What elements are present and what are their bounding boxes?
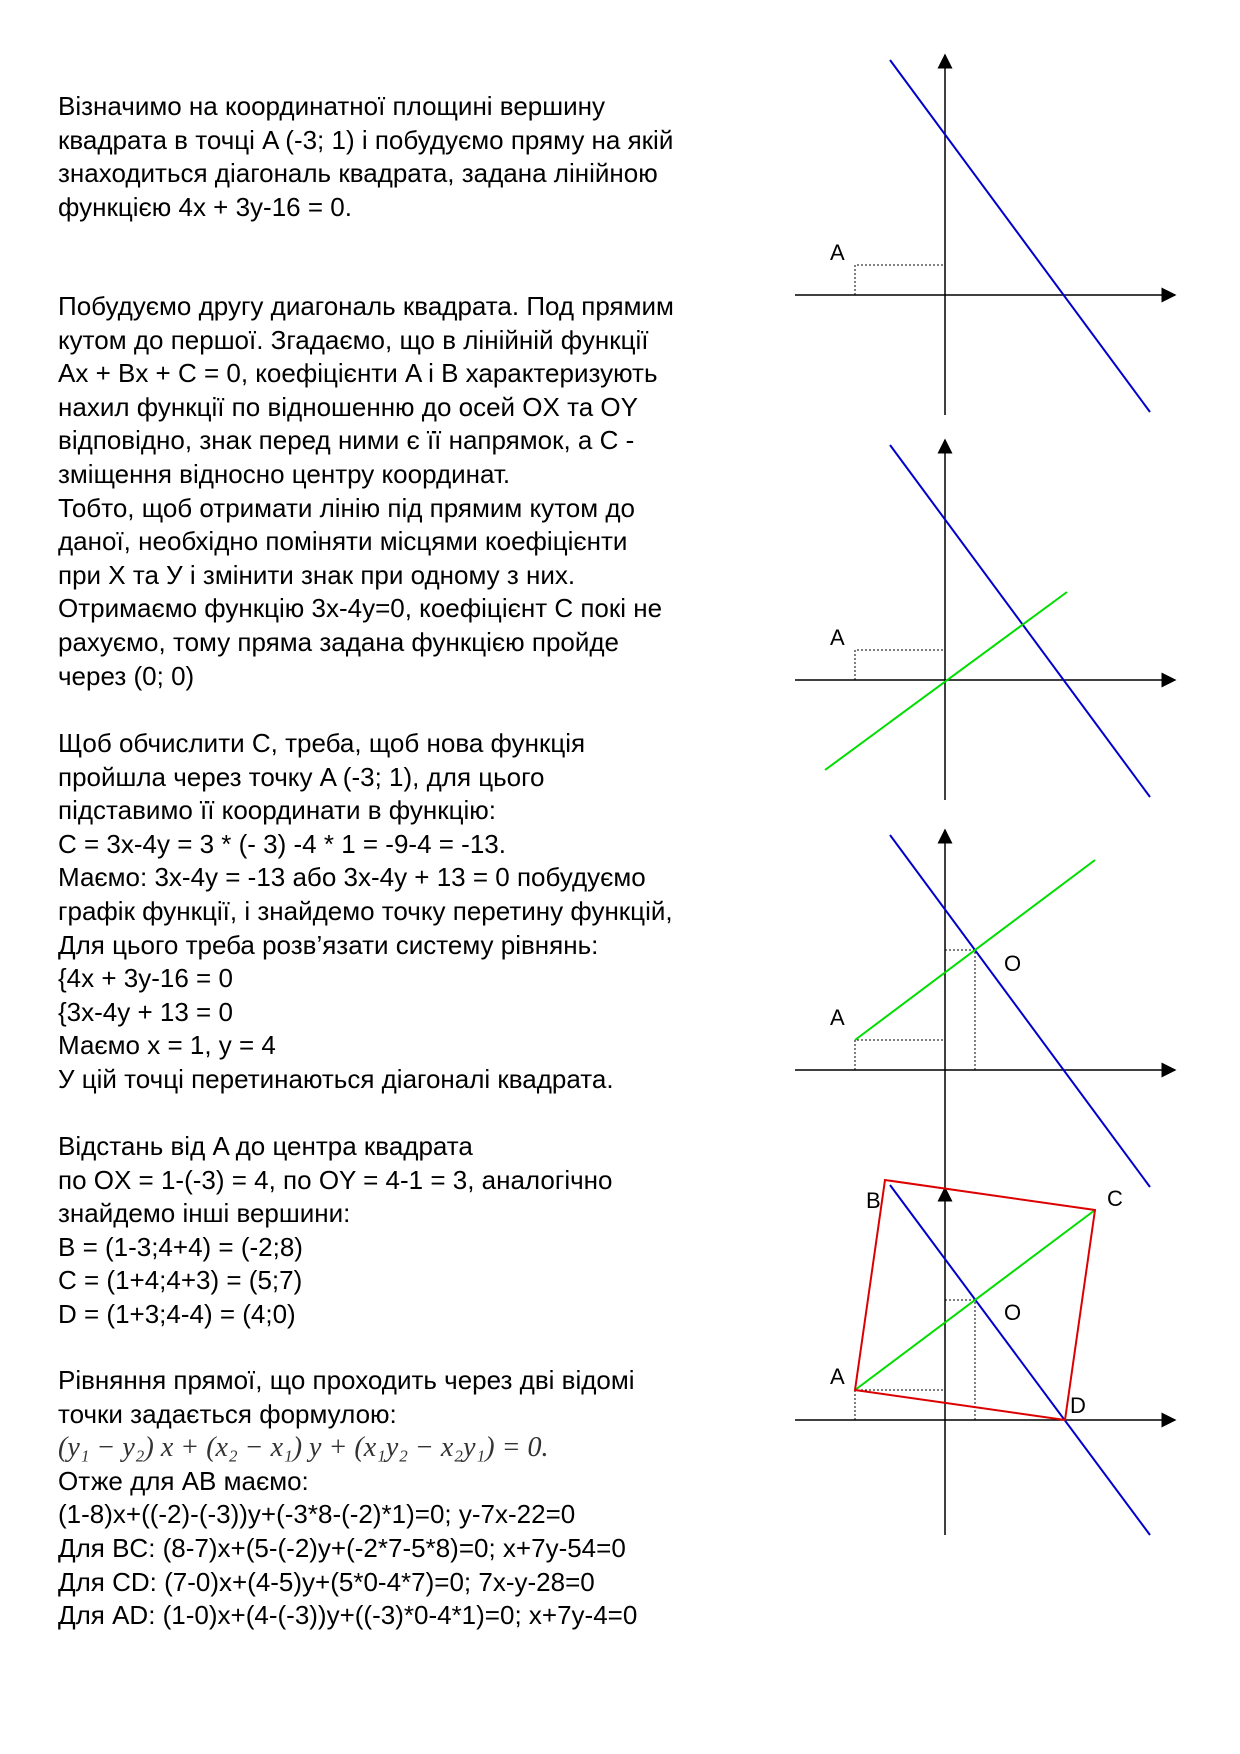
text-line: Побудуємо другу диагональ квадрата. Под прямим — [58, 291, 674, 321]
text-line: знаходиться діагональ квадрата, задана лінійною — [58, 158, 658, 189]
two-point-line-formula: (y₁ − y₂) x + (x₂ − x₁) y + (x₁y₂ − x₂y₁) = 0. — [58, 1432, 549, 1464]
paragraph-second-diagonal — [58, 290, 778, 693]
text-line: функцією 4x + 3y-16 = 0. — [58, 191, 352, 222]
text-line: У цій точці перетинаються діагоналі квадрата. — [58, 1063, 614, 1094]
figure-2-perpendicular — [790, 435, 1190, 805]
text-line: Рівняння прямої, що проходить через дві відомі — [58, 1365, 635, 1395]
figure-3-intersection — [790, 825, 1190, 1205]
paragraph-intro — [58, 90, 778, 224]
text-line: C = (1+4;4+3) = (5;7) — [58, 1265, 303, 1296]
label-a: A — [830, 1005, 845, 1030]
label-a: A — [830, 240, 845, 265]
text-line: Для CD: (7-0)x+(4-5)y+(5*0-4*7)=0; 7x-y-28=0 — [58, 1566, 595, 1597]
label-o: O — [1004, 951, 1022, 976]
text-line: (1-8)x+((-2)-(-3))y+(-3*8-(-2)*1)=0; y-7x-22=0 — [58, 1499, 576, 1530]
text-line: пройшла через точку A (-3; 1), для цього — [58, 761, 545, 792]
point-a-guides — [855, 265, 945, 295]
diagonal-line-1 — [890, 835, 1150, 1187]
text-line: зміщення відносно центру координат. — [58, 458, 511, 489]
figure-4-square — [790, 1170, 1190, 1550]
paragraph-line-equations — [58, 1364, 778, 1633]
label-b: B — [866, 1188, 881, 1213]
paragraph-vertices — [58, 1130, 778, 1332]
text-line: кутом до першої. Згадаємо, що в лінійній функції — [58, 324, 649, 355]
text-line: квадрата в точці A (-3; 1) і побудуємо пряму на якій — [58, 124, 674, 155]
point-a-guides — [855, 1040, 945, 1070]
perpendicular-line — [825, 592, 1067, 770]
text-line: точки задається формулою: — [58, 1398, 397, 1429]
text-line: через (0; 0) — [58, 660, 195, 691]
text-line: рахуємо, тому пряма задана функцією пройде — [58, 626, 620, 657]
text-line: Маємо: 3x-4y = -13 або 3x-4y + 13 = 0 побудуємо — [58, 862, 646, 893]
diagonal-line-1 — [890, 445, 1150, 797]
text-line: Для AD: (1-0)x+(4-(-3))y+((-3)*0-4*1)=0; x+7y-4=0 — [58, 1600, 638, 1631]
text-line: Тобто, щоб отримати лінію під прямим кутом до — [58, 492, 635, 523]
text-line: Ax + Bx + C = 0, коефіцієнти A і B характеризують — [58, 358, 658, 389]
text-line: C = 3x-4y = 3 * (- 3) -4 * 1 = -9-4 = -13. — [58, 828, 506, 859]
label-o: O — [1004, 1300, 1022, 1325]
text-line: B = (1-3;4+4) = (-2;8) — [58, 1231, 303, 1262]
text-line: по OX = 1-(-3) = 4, по OY = 4-1 = 3, аналогічно — [58, 1164, 613, 1195]
text-line: даної, необхідно поміняти місцями коефіцієнти — [58, 526, 628, 557]
label-a: A — [830, 625, 845, 650]
text-line: Отримаємо функцію 3x-4y=0, коефіцієнт C покі не — [58, 593, 663, 624]
label-d: D — [1070, 1393, 1086, 1418]
diagonal-bd — [890, 1185, 1150, 1535]
text-line: Відстань від A до центра квадрата — [58, 1131, 473, 1161]
point-a-guides — [855, 650, 945, 680]
text-line: Для цього треба розв’язати систему рівнянь: — [58, 929, 599, 960]
label-c: C — [1107, 1186, 1123, 1211]
text-line: знайдемо інші вершини: — [58, 1198, 351, 1229]
text-line: нахил функції по відношенню до осей OX та OY — [58, 391, 638, 422]
text-line: Маємо x = 1, y = 4 — [58, 1030, 276, 1061]
label-a: A — [830, 1364, 845, 1389]
text-line: графік функції, і знайдемо точку перетину функцій, — [58, 895, 673, 926]
text-line: {3x-4y + 13 = 0 — [58, 996, 233, 1027]
text-line: {4x + 3y-16 = 0 — [58, 963, 233, 994]
text-line: Щоб обчислити C, треба, щоб нова функція — [58, 728, 586, 758]
text-line: Отже для AB маємо: — [58, 1465, 309, 1496]
text-line: Візначимо на координатної площині вершину — [58, 91, 605, 121]
text-line: відповідно, знак перед ними є її напрямок, а C - — [58, 425, 635, 456]
text-line: Для BC: (8-7)x+(5-(-2)y+(-2*7-5*8)=0; x+7y-54=0 — [58, 1532, 626, 1563]
text-line: D = (1+3;4-4) = (4;0) — [58, 1298, 296, 1329]
text-line: при X та У і змінити знак при одному з них. — [58, 559, 576, 590]
point-a-guides — [855, 1390, 945, 1420]
figure-1-first-diagonal — [790, 50, 1190, 420]
text-line: підставимо її координати в функцію: — [58, 795, 496, 826]
paragraph-compute-c — [58, 727, 778, 1097]
diagonal-line-1 — [890, 60, 1150, 412]
